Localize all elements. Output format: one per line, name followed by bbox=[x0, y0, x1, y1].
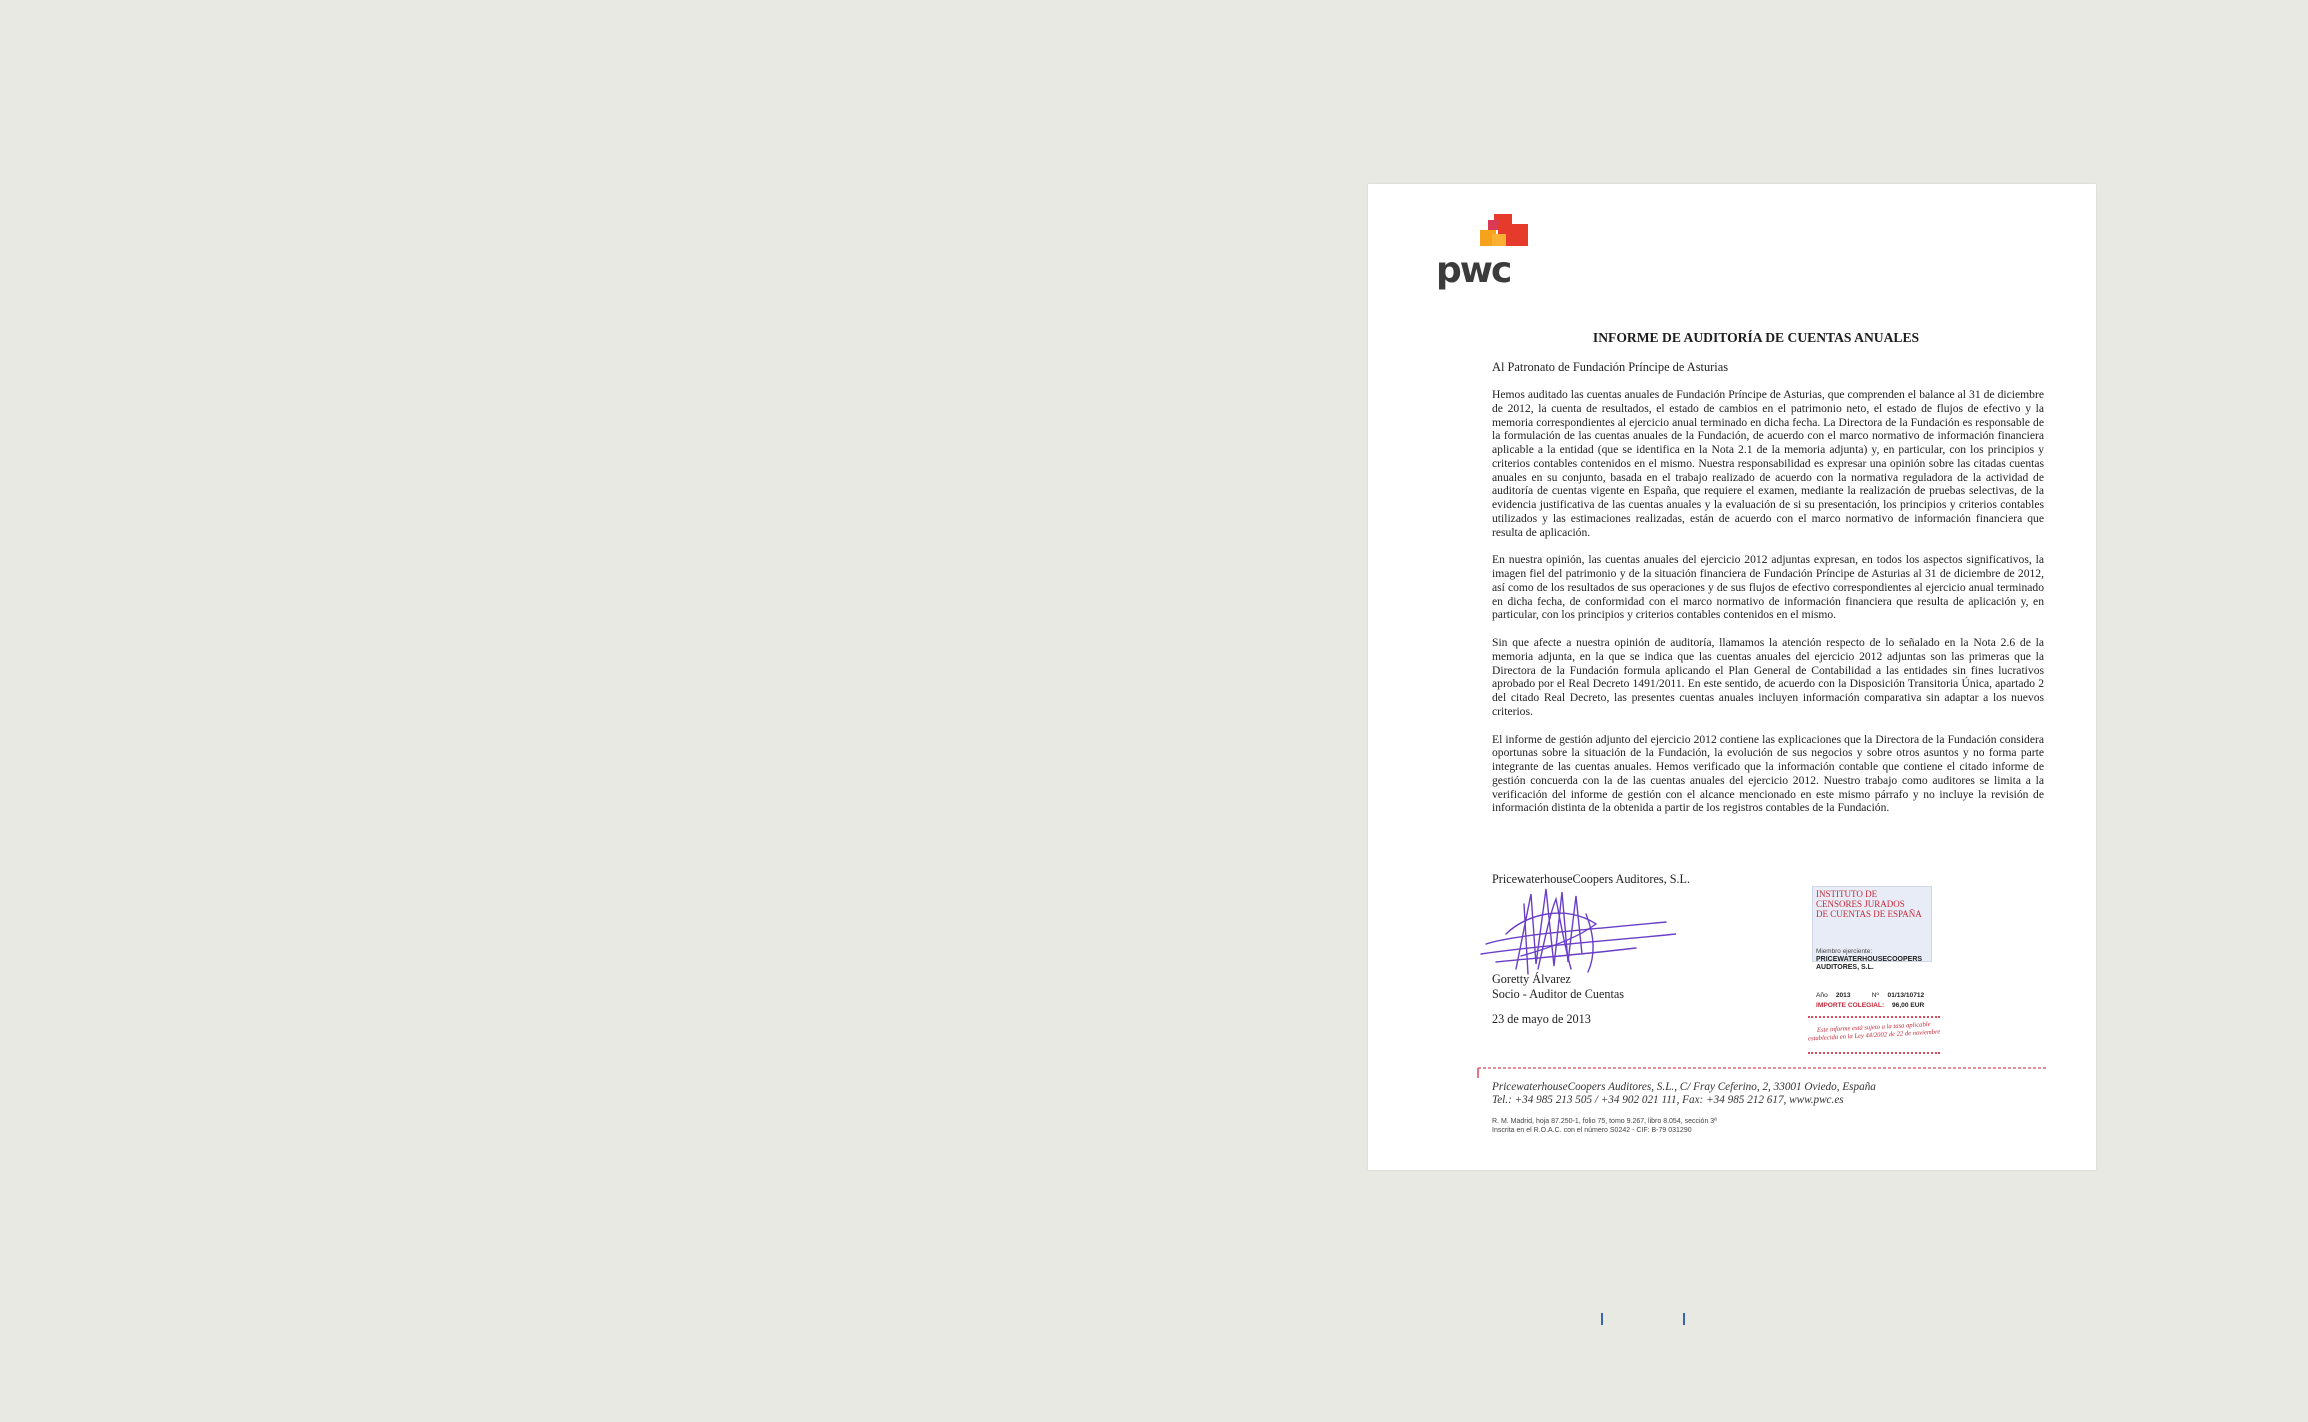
footer-rule bbox=[1476, 1066, 2048, 1078]
report-paragraph: Sin que afecte a nuestra opinión de auditoría, llamamos la atención respecto de lo señalado en la Nota 2.6 de la memoria adjunta, en la que se indica que las cuentas anuales del ejercicio 2012 adjuntas son las primeras que la Directora de la Fundación formula aplicando el Plan General de Contabilidad a las entidades sin fines lucrativos aprobado por el Real Decreto 1491/2011. En este sentido, de acuerdo con la Disposición Transitoria Única, apartado 2 del citado Real Decreto, las presentes cuentas anuales incluyen información comparativa sin adaptar a los nuevos criterios. bbox=[1492, 636, 2044, 718]
stamp-year-label: Año bbox=[1816, 992, 1828, 999]
stamp-year: 2013 bbox=[1835, 992, 1851, 999]
stamp-member-label: Miembro ejerciente: bbox=[1816, 948, 1873, 955]
pwc-logo bbox=[1436, 214, 1536, 294]
auditor-firm: PricewaterhouseCoopers Auditores, S.L. bbox=[1492, 872, 1691, 886]
document-page bbox=[1368, 184, 2096, 1170]
report-paragraph: Hemos auditado las cuentas anuales de Fundación Príncipe de Asturias, que comprenden el balance al 31 de diciembre de 2012, la cuenta de resultados, el estado de cambios en el patrimonio neto, el estado de flujos de efectivo y la memoria correspondientes al ejercicio anual terminado en dicha fecha. La Directora de la Fundación es responsable de la formulación de las cuentas anuales de la Fundación, de acuerdo con el marco normativo de información financiera aplicable a la entidad (que se identifica en la Nota 2.1 de la memoria adjunta) y, en particular, con los principios y criterios contables contenidos en el mismo. Nuestra responsabilidad es expresar una opinión sobre las citadas cuentas anuales en su conjunto, basada en el trabajo realizado de acuerdo con la normativa reguladora de la actividad de auditoría de cuentas vigente en España, que requiere el examen, mediante la realización de pruebas selectivas, de la evidencia justificativa de las cuentas anuales y la evaluación de si su presentación, los principios y criterios contables utilizados y las estimaciones realizadas, están de acuerdo con el marco normativo de información financiera que resulta de aplicación. bbox=[1492, 388, 2044, 539]
stamp-member-name: PRICEWATERHOUSECOOPERS AUDITORES, S.L. bbox=[1816, 956, 1923, 971]
stamp-number-label: Nº bbox=[1871, 992, 1879, 999]
stamp-line: CENSORES JURADOS bbox=[1816, 899, 1905, 909]
footer-address: PricewaterhouseCoopers Auditores, S.L., C/ Fray Ceferino, 2, 33001 Oviedo, España bbox=[1492, 1081, 1876, 1093]
stamp-fee: 96,00 EUR bbox=[1892, 1002, 1925, 1009]
stamp-line: INSTITUTO DE bbox=[1816, 889, 1878, 899]
report-body bbox=[1492, 388, 2044, 829]
stamp-number: 01/13/10712 bbox=[1887, 992, 1925, 999]
signer-role: Socio - Auditor de Cuentas bbox=[1492, 987, 1625, 1001]
stamp-line: DE CUENTAS DE ESPAÑA bbox=[1816, 909, 1922, 919]
footer-roac: Inscrita en el R.O.A.C. con el número S0242 - CIF: B-79 031290 bbox=[1492, 1127, 1692, 1134]
handwritten-signature bbox=[1476, 874, 1676, 984]
stamp-fee-label: IMPORTE COLEGIAL: bbox=[1816, 1002, 1885, 1009]
stamp-divider bbox=[1808, 1016, 1940, 1018]
pwc-logo-text: pwc bbox=[1436, 250, 1511, 291]
page-tick-marker bbox=[1683, 1313, 1685, 1325]
footer-registry: R. M. Madrid, hoja 87.250-1, folio 75, tomo 9.267, libro 8.054, sección 3ª bbox=[1492, 1118, 1717, 1125]
report-title: INFORME DE AUDITORÍA DE CUENTAS ANUALES bbox=[1592, 330, 1920, 345]
stamp-header bbox=[1816, 889, 1924, 919]
page-tick-marker bbox=[1601, 1313, 1603, 1325]
report-paragraph: En nuestra opinión, las cuentas anuales del ejercicio 2012 adjuntas expresan, en todos los aspectos significativos, la imagen fiel del patrimonio y de la situación financiera de Fundación Príncipe de Asturias al 31 de diciembre de 2012, así como de los resultados de sus operaciones y de sus flujos de efectivo correspondientes al ejercicio anual terminado en dicha fecha, de conformidad con el marco normativo de información financiera que resulta de aplicación y, en particular, con los principios y criterios contables contenidos en el mismo. bbox=[1492, 553, 2044, 622]
report-addressee: Al Patronato de Fundación Príncipe de Asturias bbox=[1492, 360, 1729, 374]
stamp-note: Este informe está sujeto a la tasa aplicable establecida en la Ley 44/2002 de 22 de noviembre bbox=[1807, 1021, 1941, 1043]
stamp-number-row bbox=[1816, 992, 1942, 999]
signer-name: Goretty Álvarez bbox=[1492, 972, 1571, 986]
footer-contact: Tel.: +34 985 213 505 / +34 902 021 111, Fax: +34 985 212 617, www.pwc.es bbox=[1492, 1094, 1844, 1106]
report-paragraph: El informe de gestión adjunto del ejercicio 2012 contiene las explicaciones que la Directora de la Fundación considera oportunas sobre la situación de la Fundación, la evolución de sus negocios y sobre otros asuntos y no forma parte integrante de las cuentas anuales. Hemos verificado que la información contable que contiene el citado informe de gestión concuerda con la de las cuentas anuales del ejercicio 2012. Nuestro trabajo como auditores se limita a la verificación del informe de gestión con el alcance mencionado en este mismo párrafo y no incluye la revisión de información distinta de la obtenida a partir de los registros contables de la Fundación. bbox=[1492, 732, 2044, 815]
report-date: 23 de mayo de 2013 bbox=[1492, 1012, 1591, 1026]
pwc-logo-mark bbox=[1436, 214, 1536, 254]
stamp-divider bbox=[1808, 1052, 1940, 1054]
